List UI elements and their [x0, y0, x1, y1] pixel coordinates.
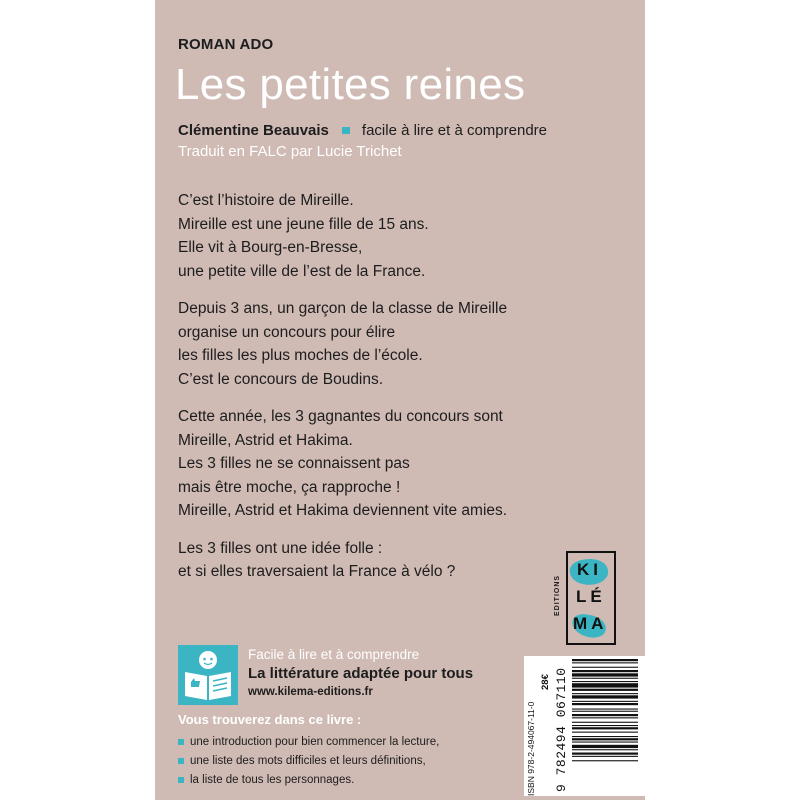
author-line	[178, 122, 547, 139]
list-item	[178, 732, 439, 751]
list-item-text: une liste des mots difficiles et leurs définitions,	[190, 754, 426, 767]
barcode-digits: 9 782494 067110	[554, 667, 569, 793]
easy-read-label: Facile à lire et à comprendre	[248, 647, 420, 662]
separator-square-icon	[342, 127, 350, 134]
synopsis-line: Elle vit à Bourg-en-Bresse,	[178, 239, 363, 256]
publisher-website: www.kilema-editions.fr	[248, 686, 373, 698]
synopsis-line: mais être moche, ça rapproche !	[178, 478, 401, 496]
bullet-square-icon	[178, 758, 184, 764]
list-item	[178, 770, 439, 789]
collection-label: ROMAN ADO	[178, 36, 274, 53]
logo-letters-ma: MA	[573, 614, 608, 633]
synopsis-line: Depuis 3 ans, un garçon de la classe de Mireille	[178, 300, 508, 317]
author-name: Clémentine Beauvais	[178, 122, 329, 139]
publisher-logo	[553, 551, 616, 643]
synopsis-line: Cette année, les 3 gagnantes du concours sont	[178, 408, 503, 425]
synopsis-line: organise un concours pour élire	[178, 323, 396, 341]
synopsis-paragraph	[178, 405, 598, 523]
synopsis-line: C’est le concours de Boudins.	[178, 370, 384, 388]
barcode-area	[524, 656, 645, 796]
list-item	[178, 751, 439, 770]
translator-credit: Traduit en FALC par Lucie Trichet	[178, 143, 402, 160]
easy-read-tag: facile à lire et à comprendre	[361, 122, 547, 139]
book-back-cover	[155, 0, 645, 800]
editions-label: EDITIONS	[554, 574, 561, 616]
price-label: 28€	[540, 674, 551, 690]
contents-title: Vous trouverez dans ce livre :	[178, 712, 362, 727]
logo-letters-ki: KI	[577, 560, 602, 579]
bullet-square-icon	[178, 739, 184, 745]
list-item-text: la liste de tous les personnages.	[190, 773, 355, 786]
synopsis-line: Les 3 filles ne se connaissent pas	[178, 455, 410, 472]
synopsis-paragraph	[178, 537, 598, 584]
synopsis-line: une petite ville de l’est de la France.	[178, 262, 426, 280]
kilema-logo-box	[566, 551, 616, 645]
isbn-text: ISBN 978-2-494067-11-0	[526, 701, 536, 796]
synopsis-line: Les 3 filles ont une idée folle :	[178, 539, 383, 557]
synopsis-line: C’est l’histoire de Mireille.	[178, 192, 354, 209]
synopsis-line: Mireille est une jeune fille de 15 ans.	[178, 215, 429, 233]
easy-read-logo-icon	[178, 645, 238, 705]
synopsis-paragraph	[178, 297, 598, 391]
contents-list	[178, 732, 439, 789]
synopsis-line: Mireille, Astrid et Hakima.	[178, 431, 353, 449]
barcode-icon	[570, 656, 642, 796]
synopsis	[178, 189, 598, 598]
bullet-square-icon	[178, 777, 184, 783]
logo-letters-le: LÉ	[576, 587, 606, 606]
synopsis-line: Mireille, Astrid et Hakima deviennent vite amies.	[178, 502, 508, 519]
list-item-text: une introduction pour bien commencer la lecture,	[190, 735, 440, 748]
synopsis-paragraph	[178, 189, 598, 283]
book-title: Les petites reines	[175, 60, 526, 109]
synopsis-line: les filles les plus moches de l’école.	[178, 347, 423, 364]
easy-read-slogan: La littérature adaptée pour tous	[248, 665, 474, 682]
synopsis-line: et si elles traversaient la France à vélo ?	[178, 563, 456, 580]
